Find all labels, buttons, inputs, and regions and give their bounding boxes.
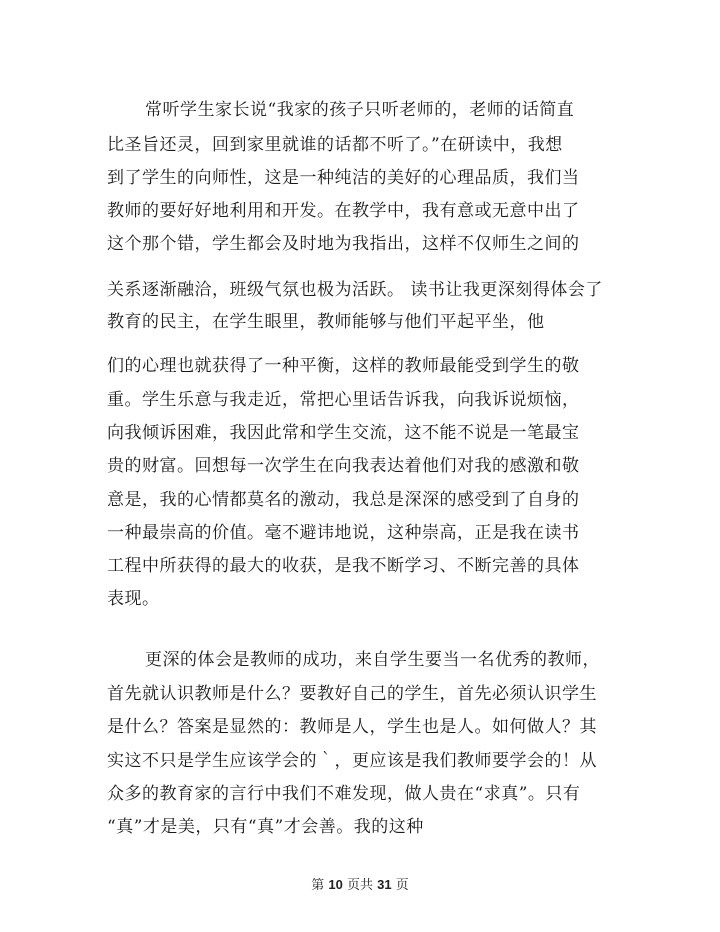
text-line-13: 一种最崇高的价值。毫不避讳地说，这种崇高，正是我在读书 — [107, 523, 580, 543]
footer-middle: 页共 — [346, 878, 373, 893]
text-line-6: 关系逐渐融洽，班级气氛也极为活跃。 读书让我更深刻得体会了 — [107, 280, 603, 300]
text-line-8: 们的心理也就获得了一种平衡，这样的教师最能受到学生的敬 — [107, 356, 580, 376]
text-line-14: 工程中所获得的最大的收获，是我不断学习、不断完善的具体 — [107, 556, 580, 576]
text-line-10: 向我倾诉困难，我因此常和学生交流，这不能不说是一笔最宝 — [107, 423, 580, 443]
text-line-4: 教师的要好好地利用和开发。在教学中，我有意或无意中出了 — [107, 201, 580, 221]
text-line-5: 这个那个错，学生都会及时地为我指出，这样不仅师生之间的 — [107, 234, 580, 254]
page-total: 31 — [377, 877, 392, 892]
text-line-12: 意是，我的心情都莫名的激动，我总是深深的感受到了自身的 — [107, 490, 580, 510]
text-line-21: “真”才是美，只有“真”才会善。我的这种 — [107, 817, 424, 837]
text-line-18: 是什么？答案是显然的：教师是人，学生也是人。如何做人？其 — [107, 717, 597, 737]
text-line-1: 常听学生家长说“我家的孩子只听老师的，老师的话简直 — [145, 100, 575, 120]
text-line-9: 重。学生乐意与我走近，常把心里话告诉我，向我诉说烦恼， — [107, 390, 580, 410]
text-line-15: 表现。 — [107, 589, 160, 609]
text-line-3: 到了学生的向师性，这是一种纯洁的美好的心理品质，我们当 — [107, 168, 580, 188]
text-line-2: 比圣旨还灵，回到家里就谁的话都不听了。”在研读中，我想 — [107, 135, 563, 155]
text-line-19: 实这不只是学生应该学会的｀，更应该是我们教师要学会的！从 — [107, 751, 597, 771]
page-number: 10 — [328, 877, 343, 892]
footer-suffix: 页 — [395, 878, 409, 893]
text-line-16: 更深的体会是教师的成功，来自学生要当一名优秀的教师， — [145, 650, 600, 670]
footer-prefix: 第 — [311, 878, 325, 893]
text-line-7: 教育的民主，在学生眼里，教师能够与他们平起平坐，他 — [107, 312, 545, 332]
text-line-17: 首先就认识教师是什么？要教好自己的学生，首先必须认识学生 — [107, 684, 597, 704]
page-footer — [0, 874, 720, 893]
text-line-11: 贵的财富。回想每一次学生在向我表达着他们对我的感激和敬 — [107, 456, 580, 476]
text-line-20: 众多的教育家的言行中我们不难发现，做人贵在“求真”。只有 — [107, 784, 581, 804]
